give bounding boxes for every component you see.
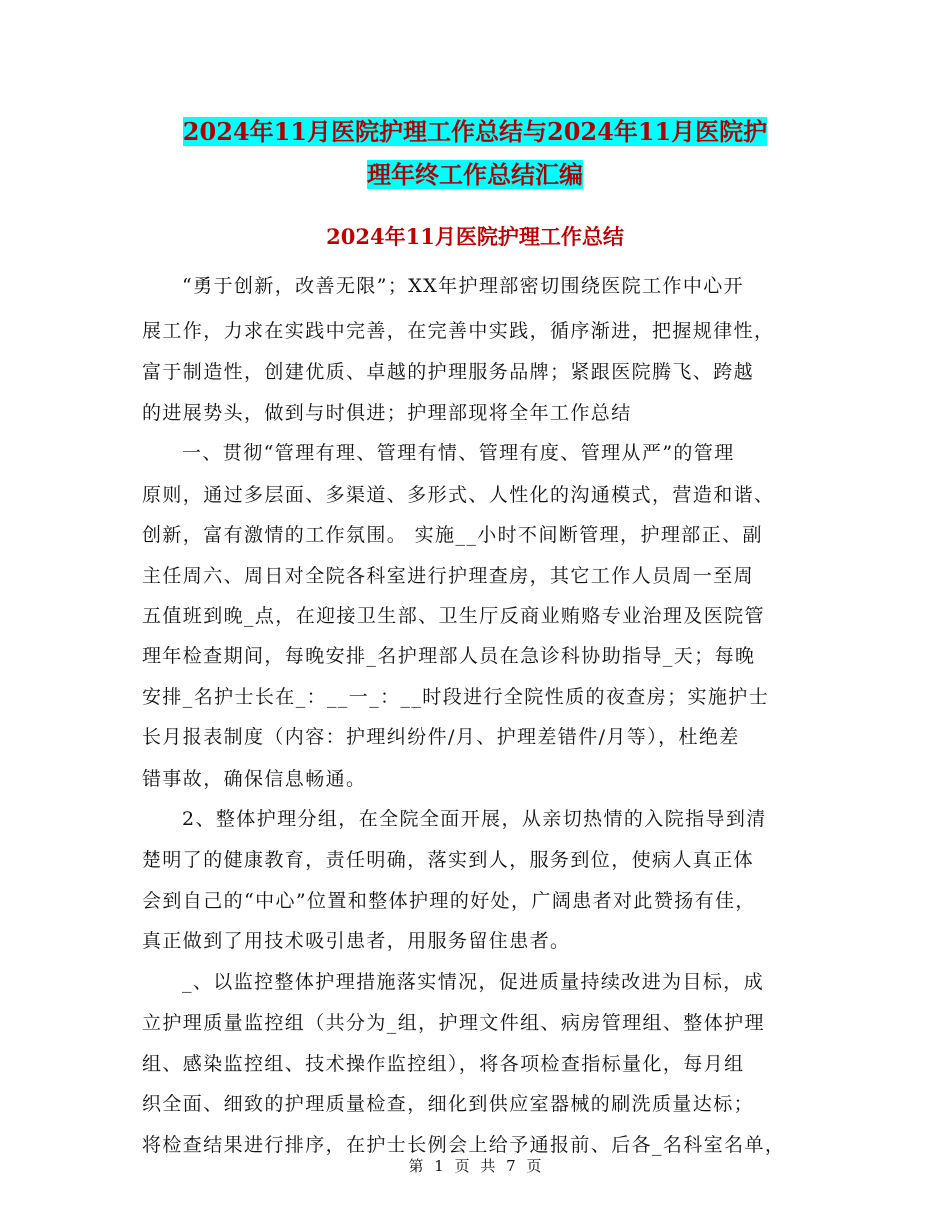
body-line: 组、感染监控组、技术操作监控组），将各项检查指标量化，每月组 bbox=[142, 1053, 745, 1075]
body-line: 立护理质量监控组（共分为_组，护理文件组、病房管理组、整体护理 bbox=[142, 1012, 765, 1034]
body-line: 五值班到晚_点，在迎接卫生部、卫生厅反商业贿赂专业治理及医院管 bbox=[142, 605, 765, 627]
section-title: 2024年11月医院护理工作总结 bbox=[326, 224, 624, 249]
body-line: 长月报表制度（内容：护理纠纷件/月、护理差错件/月等），杜绝差 bbox=[142, 726, 740, 748]
body-line: 一、贯彻“管理有理、管理有情、管理有度、管理从严”的管理 bbox=[182, 442, 735, 464]
body-line: 展工作，力求在实践中完善，在完善中实践，循序渐进，把握规律性， bbox=[142, 320, 775, 342]
body-line: 会到自己的“中心”位置和整体护理的好处，广阔患者对此赞扬有佳， bbox=[142, 890, 756, 912]
body-line: 真正做到了用技术吸引患者，用服务留住患者。 bbox=[142, 930, 571, 952]
body-line: 原则，通过多层面、多渠道、多形式、人性化的沟通模式，营造和谐、 bbox=[142, 484, 775, 506]
body-line: 楚明了的健康教育，责任明确，落实到人，服务到位，使病人真正体 bbox=[142, 849, 755, 871]
body-line: _、以监控整体护理措施落实情况，促进质量持续改进为目标，成 bbox=[182, 971, 765, 993]
body-line: 安排_名护士长在_：__一_：__时段进行全院性质的夜查房；实施护士 bbox=[142, 686, 770, 708]
body-line: 织全面、细致的护理质量检查，细化到供应室器械的刷洗质量达标； bbox=[142, 1093, 755, 1115]
body-line: 错事故，确保信息畅通。 bbox=[142, 768, 367, 790]
body-line: “勇于创新，改善无限”；XX年护理部密切围绕医院工作中心开 bbox=[182, 275, 745, 297]
body-line: 创新，富有激情的工作氛围。 实施__小时不间断管理，护理部正、副 bbox=[142, 524, 763, 546]
title-highlight: 理年终工作总结汇编 bbox=[367, 160, 583, 189]
body-line: 主任周六、周日对全院各科室进行护理查房，其它工作人员周一至周 bbox=[142, 565, 755, 587]
body-line: 将检查结果进行排序，在护士长例会上给予通报前、后各_名科室名单， bbox=[142, 1134, 786, 1156]
body-line: 的进展势头，做到与时俱进；护理部现将全年工作总结 bbox=[142, 402, 632, 424]
body-line: 2、整体护理分组，在全院全面开展，从亲切热情的入院指导到清 bbox=[182, 808, 767, 830]
title-highlight: 2024年11月医院护理工作总结与2024年11月医院护 bbox=[182, 117, 768, 146]
body-line: 理年检查期间，每晚安排_名护理部人员在急诊科协助指导_天；每晚 bbox=[142, 645, 756, 667]
page-footer: 第 1 页 共 7 页 bbox=[408, 1157, 542, 1175]
document-title-line-1 bbox=[140, 110, 810, 153]
body-line: 富于制造性，创建优质、卓越的护理服务品牌；紧跟医院腾飞、跨越 bbox=[142, 361, 755, 383]
document-title-line-2 bbox=[140, 153, 810, 196]
